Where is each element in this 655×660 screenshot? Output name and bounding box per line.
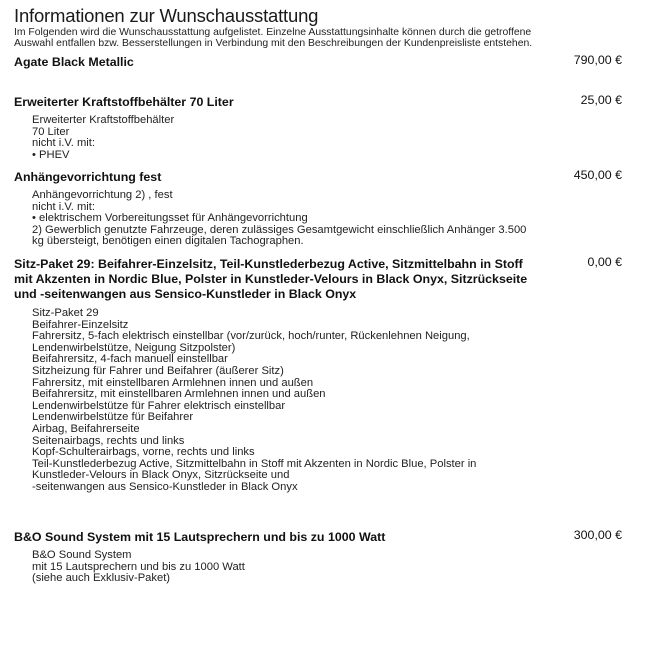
item-price-towbar: 450,00 € — [573, 168, 622, 182]
item-details-sound-system — [32, 550, 245, 585]
item-title-fuel-tank — [14, 95, 234, 110]
detail-line: -seitenwangen aus Sensico-Kunstleder in Black Onyx — [32, 480, 298, 493]
detail-line: Seitenairbags, rechts und links — [32, 434, 185, 447]
intro-line: Im Folgenden wird die Wunschausstattung aufgelistet. Einzelne Ausstattungsinhalte können durch die getroffene — [14, 27, 532, 38]
item-price-seat-package: 0,00 € — [587, 255, 622, 269]
page-title: Informationen zur Wunschausstattung — [14, 5, 319, 26]
intro-text — [14, 27, 634, 49]
detail-line: Beifahrer-Einzelsitz — [32, 318, 129, 331]
intro-line: Auswahl entfallen bzw. Besserstellungen in Verbindung mit den Beschreibungen der Kundenpreisliste entstehen. — [14, 38, 533, 49]
detail-line: (siehe auch Exklusiv-Paket) — [32, 572, 171, 585]
detail-line: mit 15 Lautsprechern und bis zu 1000 Watt — [32, 560, 245, 573]
item-title-paint — [14, 55, 134, 70]
item-title-seat-package — [14, 257, 527, 302]
detail-line: nicht i.V. mit: — [32, 200, 96, 213]
detail-line: Erweiterter Kraftstoffbehälter — [32, 114, 175, 126]
item-title-towbar — [14, 170, 161, 185]
detail-line: Beifahrersitz, 4-fach manuell einstellbar — [32, 353, 228, 366]
detail-line: Airbag, Beifahrerseite — [32, 422, 140, 435]
item-details-fuel-tank — [32, 115, 174, 161]
detail-line: • PHEV — [32, 148, 70, 161]
item-title-line: Sitz-Paket 29: Beifahrer-Einzelsitz, Teil-Kunstlederbezug Active, Sitzmittelbahn in Stoff — [14, 257, 523, 271]
detail-line: Beifahrersitz, mit einstellbaren Armlehnen innen und außen — [32, 388, 326, 401]
item-title-line: und -seitenwangen aus Sensico-Kunstleder in Black Onyx — [14, 287, 357, 301]
item-title-line: Anhängevorrichtung fest — [14, 170, 162, 184]
item-price-paint: 790,00 € — [573, 53, 622, 67]
item-details-towbar — [32, 190, 526, 248]
detail-line: Anhängevorrichtung 2) , fest — [32, 189, 173, 201]
item-title-line: Agate Black Metallic — [14, 55, 134, 69]
detail-line: Kopf-Schulterairbags, vorne, rechts und links — [32, 446, 255, 459]
detail-line: nicht i.V. mit: — [32, 137, 96, 150]
detail-line: kg übersteigt, benötigen einen digitalen Tachographen. — [32, 235, 304, 248]
detail-line: 2) Gewerblich genutzte Fahrzeuge, deren zulässiges Gesamtgewicht einschließlich Anhänger 3.500 — [32, 223, 527, 236]
detail-line: Fahrersitz, mit einstellbaren Armlehnen innen und außen — [32, 376, 314, 389]
detail-line: • elektrischem Vorbereitungsset für Anhängevorrichtung — [32, 212, 308, 225]
detail-line: Lendenwirbelstütze für Beifahrer — [32, 411, 194, 424]
detail-line: Fahrersitz, 5-fach elektrisch einstellbar (vor/zurück, hoch/runter, Rückenlehnen Neigung, — [32, 330, 470, 343]
item-price-fuel-tank: 25,00 € — [580, 93, 622, 107]
detail-line: Sitz-Paket 29 — [32, 307, 99, 319]
item-details-seat-package — [32, 308, 476, 494]
item-title-line: B&O Sound System mit 15 Lautsprechern und bis zu 1000 Watt — [14, 530, 386, 544]
detail-line: Lendenwirbelstütze für Fahrer elektrisch einstellbar — [32, 399, 286, 412]
item-title-line: Erweiterter Kraftstoffbehälter 70 Liter — [14, 95, 234, 109]
detail-line: Teil-Kunstlederbezug Active, Sitzmittelbahn in Stoff mit Akzenten in Nordic Blue, Polster in — [32, 457, 477, 470]
item-price-sound-system: 300,00 € — [573, 528, 622, 542]
detail-line: 70 Liter — [32, 125, 70, 138]
detail-line: Lendenwirbelstütze, Neigung Sitzpolster) — [32, 341, 236, 354]
item-title-line: mit Akzenten in Nordic Blue, Polster in Kunstleder-Velours in Black Onyx, Sitzrückseite — [14, 272, 528, 286]
detail-line: Sitzheizung für Fahrer und Beifahrer (äußerer Sitz) — [32, 364, 284, 377]
detail-line: B&O Sound System — [32, 549, 132, 561]
detail-line: Kunstleder-Velours in Black Onyx, Sitzrückseite und — [32, 469, 290, 482]
item-title-sound-system — [14, 530, 385, 545]
